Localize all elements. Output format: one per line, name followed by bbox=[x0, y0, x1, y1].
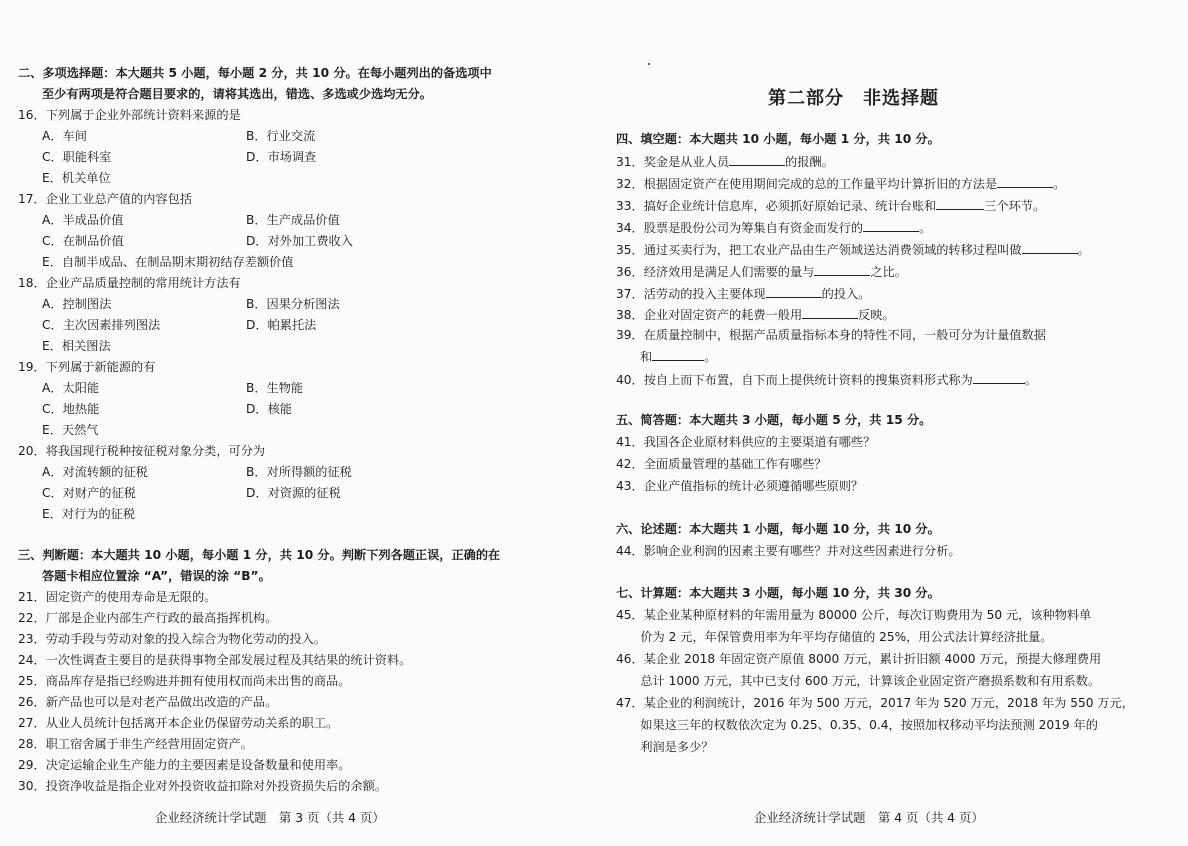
q36-suffix: 之比。 bbox=[870, 265, 907, 279]
q22: 22．厂部是企业内部生产行政的最高指挥机构。 bbox=[18, 611, 278, 625]
q33 bbox=[616, 197, 1045, 214]
q23: 23．劳动手段与劳动对象的投入综合为物化劳动的投入。 bbox=[18, 632, 327, 646]
q31-text: 31．奖金是从业人员 bbox=[616, 155, 730, 169]
q27: 27．从业人员统计包括离开本企业仍保留劳动关系的职工。 bbox=[18, 716, 339, 730]
q37-suffix: 的投入。 bbox=[821, 287, 871, 301]
q34-blank bbox=[863, 219, 919, 232]
section-3-heading-line2: 答题卡相应位置涂 “A”，错误的涂 “B”。 bbox=[42, 569, 271, 583]
q16-stem: 16．下列属于企业外部统计资料来源的是 bbox=[18, 108, 241, 122]
q18-option-c: C．主次因素排列图法 bbox=[42, 318, 161, 332]
q31 bbox=[616, 153, 834, 170]
q44: 44．影响企业利润的因素主要有哪些？并对这些因素进行分析。 bbox=[616, 544, 961, 558]
q35 bbox=[616, 241, 1090, 258]
q18-option-e: E．相关图法 bbox=[42, 339, 111, 353]
q19-option-a: A．太阳能 bbox=[42, 381, 100, 395]
q16-option-a: A．车间 bbox=[42, 129, 87, 143]
q30: 30．投资净收益是指企业对外投资收益扣除对外投资损失后的余额。 bbox=[18, 779, 387, 793]
q40-blank bbox=[973, 371, 1025, 384]
q47-line1: 47．某企业的利润统计，2016 年为 500 万元，2017 年为 520 万元，2018 年为 550 万元， bbox=[616, 696, 1134, 710]
q34 bbox=[616, 219, 931, 236]
q19-option-e: E．天然气 bbox=[42, 423, 99, 437]
section-6-heading: 六、论述题：本大题共 1 小题，每小题 10 分，共 10 分。 bbox=[616, 522, 940, 536]
q17-option-e: E．自制半成品、在制品期末期初结存差额价值 bbox=[42, 255, 294, 269]
q17-option-a: A．半成品价值 bbox=[42, 213, 124, 227]
q16-option-b: B．行业交流 bbox=[246, 129, 316, 143]
q39-blank bbox=[652, 348, 704, 361]
section-7-heading: 七、计算题：本大题共 3 小题，每小题 10 分，共 30 分。 bbox=[616, 586, 940, 600]
q37-blank bbox=[766, 285, 822, 298]
q18-option-d: D．帕累托法 bbox=[246, 318, 317, 332]
q19-stem: 19．下列属于新能源的有 bbox=[18, 360, 156, 374]
q38-suffix: 反映。 bbox=[858, 308, 895, 322]
q18-stem: 18．企业产品质量控制的常用统计方法有 bbox=[18, 276, 241, 290]
section-3-heading-line1: 三、判断题：本大题共 10 小题，每小题 1 分，共 10 分。判断下列各题正误，正确的在 bbox=[18, 548, 501, 562]
scan-dot bbox=[648, 63, 650, 65]
q38 bbox=[616, 306, 895, 323]
q32-blank bbox=[997, 175, 1053, 188]
q40-text: 40．按自上而下布置，自下而上提供统计资料的搜集资料形式称为 bbox=[616, 373, 973, 387]
q19-option-d: D．核能 bbox=[246, 402, 292, 416]
q33-text: 33．搞好企业统计信息库，必须抓好原始记录、统计台账和 bbox=[616, 199, 937, 213]
section-4-heading: 四、填空题：本大题共 10 小题，每小题 1 分，共 10 分。 bbox=[616, 132, 940, 146]
q20-option-b: B．对所得额的征税 bbox=[246, 465, 352, 479]
q26: 26．新产品也可以是对老产品做出改造的产品。 bbox=[18, 695, 278, 709]
q20-stem: 20．将我国现行税种按征税对象分类，可分为 bbox=[18, 444, 266, 458]
q45-line1: 45．某企业某种原材料的年需用量为 80000 公斤，每次订购费用为 50 元，该种物料单 bbox=[616, 608, 1092, 622]
q45-line2: 价为 2 元，年保管费用率为年平均存储值的 25%，用公式法计算经济批量。 bbox=[616, 630, 1053, 644]
q38-text: 38．企业对固定资产的耗费一般用 bbox=[616, 308, 803, 322]
q34-suffix: 。 bbox=[919, 221, 932, 235]
q31-blank bbox=[729, 153, 785, 166]
q16-option-e: E．机关单位 bbox=[42, 171, 111, 185]
q18-option-b: B．因果分析图法 bbox=[246, 297, 340, 311]
q42: 42．全面质量管理的基础工作有哪些？ bbox=[616, 457, 827, 471]
q17-option-b: B．生产成品价值 bbox=[246, 213, 340, 227]
q20-option-e: E．对行为的征税 bbox=[42, 507, 136, 521]
q47-line3: 利润是多少？ bbox=[616, 740, 714, 754]
q39-line2 bbox=[640, 348, 716, 365]
q28: 28．职工宿舍属于非生产经营用固定资产。 bbox=[18, 737, 253, 751]
q36-text: 36．经济效用是满足人们需要的量与 bbox=[616, 265, 815, 279]
q46-line1: 46．某企业 2018 年固定资产原值 8000 万元，累计折旧额 4000 万元，预提大修理费用 bbox=[616, 652, 1102, 666]
q31-suffix: 的报酬。 bbox=[785, 155, 834, 169]
part-two-title: 第二部分 非选择题 bbox=[768, 88, 939, 109]
q35-blank bbox=[1022, 241, 1078, 254]
q38-blank bbox=[802, 306, 858, 319]
q29: 29．决定运输企业生产能力的主要因素是设备数量和使用率。 bbox=[18, 758, 351, 772]
q33-suffix: 三个环节。 bbox=[984, 199, 1046, 213]
q19-option-b: B．生物能 bbox=[246, 381, 304, 395]
right-page-footer: 企业经济统计学试题 第 4 页（共 4 页） bbox=[754, 810, 984, 825]
q18-option-a: A．控制图法 bbox=[42, 297, 112, 311]
q17-stem: 17．企业工业总产值的内容包括 bbox=[18, 192, 192, 206]
q32 bbox=[616, 175, 1065, 192]
q35-text: 35．通过买卖行为，把工农业产品由生产领域送达消费领域的转移过程叫做 bbox=[616, 243, 1022, 257]
q34-text: 34．股票是股份公司为筹集自有资金而发行的 bbox=[616, 221, 864, 235]
q36-blank bbox=[814, 263, 870, 276]
q39-line1: 39．在质量控制中，根据产品质量指标本身的特性不同，一般可分为计量值数据 bbox=[616, 328, 1046, 342]
q20-option-d: D．对资源的征税 bbox=[246, 486, 341, 500]
q43: 43．企业产值指标的统计必须遵循哪些原则？ bbox=[616, 479, 864, 493]
q37-text: 37．活劳动的投入主要体现 bbox=[616, 287, 766, 301]
left-page-footer: 企业经济统计学试题 第 3 页（共 4 页） bbox=[155, 810, 385, 825]
q25: 25．商品库存是指已经购进并拥有使用权而尚未出售的商品。 bbox=[18, 674, 351, 688]
q32-suffix: 。 bbox=[1053, 177, 1066, 191]
q32-text: 32．根据固定资产在使用期间完成的总的工作量平均计算折旧的方法是 bbox=[616, 177, 998, 191]
q19-option-c: C．地热能 bbox=[42, 402, 100, 416]
q20-option-c: C．对财产的征税 bbox=[42, 486, 136, 500]
q37 bbox=[616, 285, 870, 302]
q17-option-d: D．对外加工费收入 bbox=[246, 234, 353, 248]
section-5-heading: 五、简答题：本大题共 3 小题，每小题 5 分，共 15 分。 bbox=[616, 413, 932, 427]
q33-blank bbox=[936, 197, 984, 210]
section-2-heading-line2: 至少有两项是符合题目要求的，请将其选出，错选、多选或少选均无分。 bbox=[42, 87, 432, 101]
q41: 41．我国各企业原材料供应的主要渠道有哪些？ bbox=[616, 435, 876, 449]
q39-prefix: 和 bbox=[640, 350, 653, 364]
section-2-heading-line1: 二、多项选择题：本大题共 5 小题，每小题 2 分，共 10 分。在每小题列出的备选项中 bbox=[18, 66, 492, 80]
q47-line2: 如果这三年的权数依次定为 0.25、0.35、0.4，按照加权移动平均法预测 2019 年的 bbox=[616, 718, 1098, 732]
q21: 21．固定资产的使用寿命是无限的。 bbox=[18, 590, 217, 604]
q16-option-d: D．市场调查 bbox=[246, 150, 317, 164]
q39-suffix: 。 bbox=[704, 350, 717, 364]
q40 bbox=[616, 371, 1037, 388]
q20-option-a: A．对流转额的征税 bbox=[42, 465, 148, 479]
q35-suffix: 。 bbox=[1077, 243, 1090, 257]
q17-option-c: C．在制品价值 bbox=[42, 234, 124, 248]
q24: 24．一次性调查主要目的是获得事物全部发展过程及其结果的统计资料。 bbox=[18, 653, 412, 667]
q16-option-c: C．职能科室 bbox=[42, 150, 112, 164]
q40-suffix: 。 bbox=[1024, 373, 1037, 387]
q46-line2: 总计 1000 万元，其中已支付 600 万元，计算该企业固定资产磨损系数和有用系数。 bbox=[616, 674, 1101, 688]
q36 bbox=[616, 263, 907, 280]
